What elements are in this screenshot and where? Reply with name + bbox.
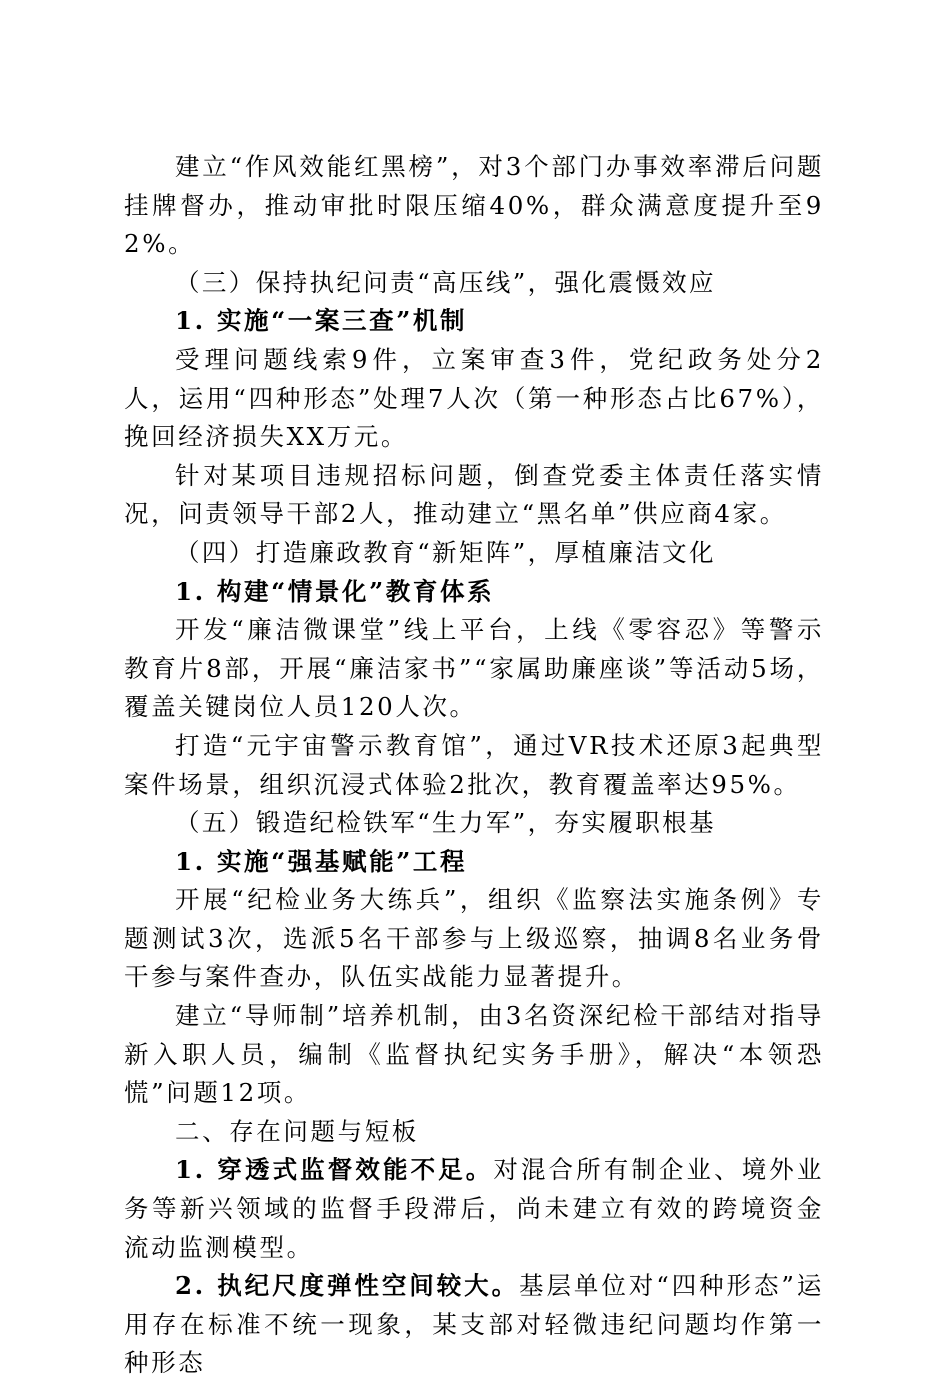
section-heading-4: （四）打造廉政教育“新矩阵”，厚植廉洁文化 [175,537,716,567]
section-heading-5: （五）锻造纪检铁军“生力军”，夯实履职根基 [175,808,716,838]
paragraph-red-black-list: 建立“作风效能红黑榜”，对3个部门办事效率滞后问题挂牌督办，推动审批时限压缩40%，群众满意度提升至92%。 [124,152,824,259]
paragraph-training: 开展“纪检业务大练兵”，组织《监察法实施条例》专题测试3次，选派5名干部参与上级巡察，抽调8名业务骨干参与案件查办，队伍实战能力显著提升。 [124,885,824,992]
subheading-strengthen-foundation: 1. 实施“强基赋能”工程 [175,846,468,876]
section-heading-2: 二、存在问题与短板 [175,1116,419,1146]
problem-1-body: 对混合所有制企业、境外业务等新兴领域的监督手段滞后，尚未建立有效的跨境资金流动监测模型。 [124,1155,825,1262]
document-page [124,148,824,1383]
problem-2-lead: 2. 执纪尺度弹性空间较大。 [175,1271,520,1301]
paragraph-bidding-accountability: 针对某项目违规招标问题，倒查党委主体责任落实情况，问责领导干部2人，推动建立“黑名单”供应商4家。 [124,460,824,529]
problem-1-lead: 1. 穿透式监督效能不足。 [175,1155,494,1185]
section-heading-3: （三）保持执纪问责“高压线”，强化震慑效应 [175,267,716,297]
problem-2-body: 基层单位对“四种形态”运用存在标准不统一现象，某支部对轻微违纪问题均作第一种形态 [124,1271,824,1378]
problem-penetrating-supervision [124,1151,824,1267]
problem-discipline-flexibility [124,1267,824,1383]
paragraph-micro-classroom: 开发“廉洁微课堂”线上平台，上线《零容忍》等警示教育片8部，开展“廉洁家书”“家属助廉座谈”等活动5场，覆盖关键岗位人员120人次。 [124,615,824,722]
paragraph-mentor-system: 建立“导师制”培养机制，由3名资深纪检干部结对指导新入职人员，编制《监督执纪实务手册》，解决“本领恐慌”问题12项。 [124,1001,824,1108]
paragraph-case-statistics: 受理问题线索9件，立案审查3件，党纪政务处分2人，运用“四种形态”处理7人次（第一种形态占比67%），挽回经济损失XX万元。 [124,344,824,452]
paragraph-metaverse-hall: 打造“元宇宙警示教育馆”，通过VR技术还原3起典型案件场景，组织沉浸式体验2批次，教育覆盖率达95%。 [124,730,824,799]
subheading-scenario-education: 1. 构建“情景化”教育体系 [175,576,495,606]
subheading-one-case-three-checks: 1. 实施“一案三查”机制 [175,306,468,336]
